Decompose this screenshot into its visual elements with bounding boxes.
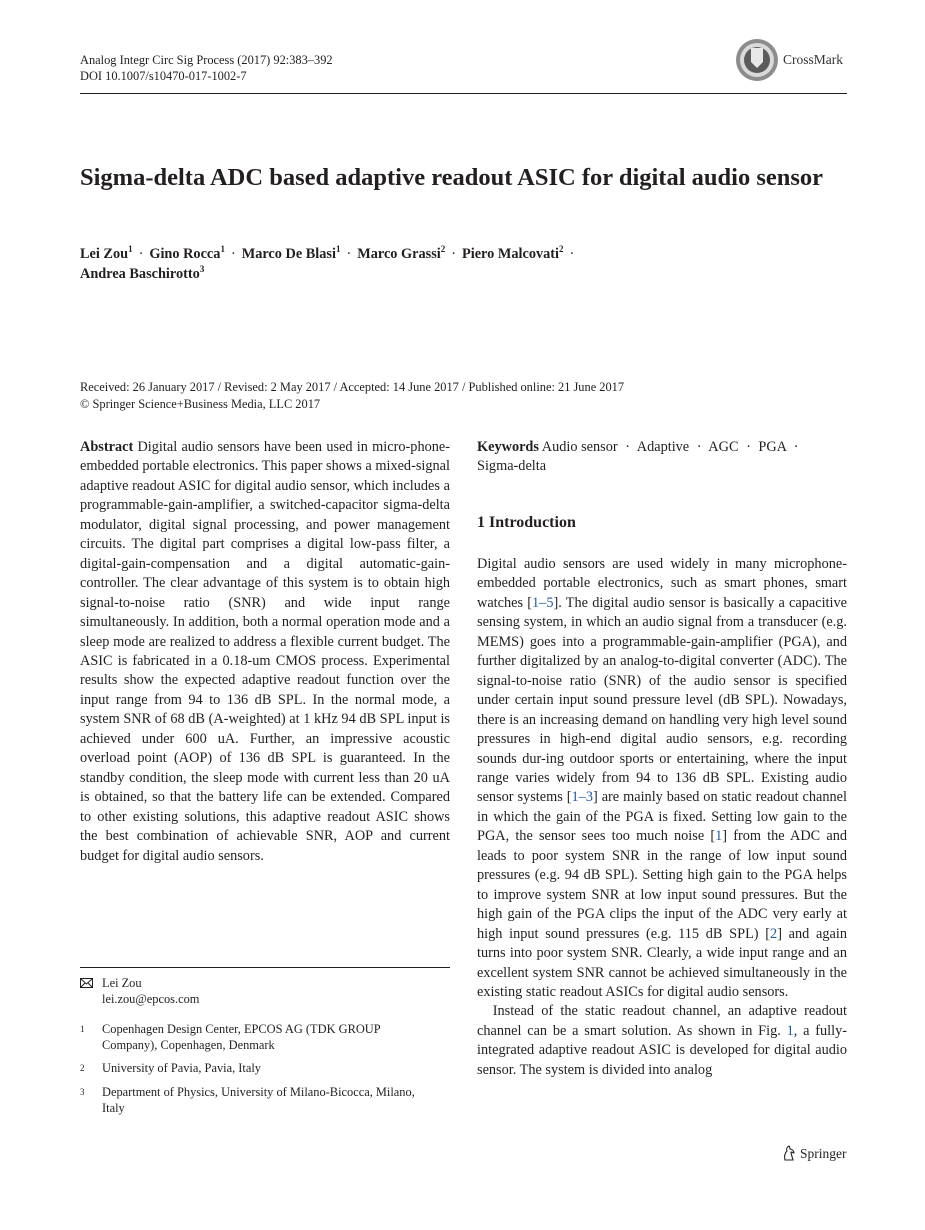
affiliation-number: 2: [80, 1063, 85, 1073]
corresponding-email[interactable]: lei.zou@epcos.com: [102, 992, 200, 1006]
affiliation-2: [80, 1060, 450, 1078]
crossmark-icon: [735, 38, 779, 82]
keyword-separator: ·: [793, 439, 799, 455]
author-affiliation-mark: 1: [220, 244, 225, 254]
paragraph: Instead of the static readout channel, an adaptive readout channel can be a smart solution. As shown in Fig. 1, a fully-integrated adaptive readout ASIC is developed for digital audio sensor. The system is divided into analog: [477, 1003, 847, 1078]
affiliation-text: Department of Physics, University of Milano-Bicocca, Milano, Italy: [102, 1085, 415, 1115]
author-affiliation-mark: 3: [199, 264, 205, 274]
citation-link[interactable]: 1–5: [532, 594, 554, 611]
section-heading: 1 Introduction: [477, 514, 576, 531]
author[interactable]: [462, 246, 564, 262]
corresponding-author: [80, 975, 450, 1009]
author[interactable]: [149, 246, 225, 262]
author[interactable]: [80, 246, 133, 262]
citation-link[interactable]: 1: [715, 828, 723, 845]
author-separator: ·: [346, 246, 352, 262]
author-separator: ·: [569, 246, 575, 262]
header-divider: [80, 93, 847, 94]
keyword: AGC: [708, 439, 739, 455]
envelope-icon: [80, 978, 93, 988]
author-affiliation-mark: 2: [440, 244, 446, 254]
citation-link[interactable]: 1–3: [571, 789, 593, 806]
author-separator: ·: [138, 246, 144, 262]
author-name: Andrea Baschirotto: [80, 266, 200, 282]
springer-horse-icon: [782, 1145, 796, 1161]
keyword-separator: ·: [696, 439, 702, 455]
author-name: Lei Zou: [80, 246, 129, 262]
keywords: [477, 438, 847, 477]
author-affiliation-mark: 1: [335, 244, 341, 254]
paper-title: Sigma-delta ADC based adaptive readout ASIC for digital audio sensor: [80, 164, 824, 191]
publisher-name: Springer: [800, 1146, 847, 1161]
author[interactable]: [357, 246, 445, 262]
author-name: Piero Malcovati: [462, 246, 559, 262]
keyword: Sigma-delta: [477, 458, 547, 475]
affiliation-number: 1: [80, 1024, 85, 1034]
publication-dates: [80, 379, 847, 412]
keyword-separator: ·: [625, 439, 630, 455]
footnote-divider: [80, 967, 450, 968]
corresponding-name: Lei Zou: [102, 976, 142, 990]
affiliation-3: [80, 1084, 450, 1118]
author-list: [80, 244, 847, 284]
author-name: Marco De Blasi: [241, 246, 336, 262]
keyword-separator: ·: [746, 439, 751, 455]
author[interactable]: [80, 266, 204, 282]
keywords-label: Keywords: [477, 439, 539, 455]
author-affiliation-mark: 1: [128, 244, 133, 254]
abstract: [80, 438, 450, 866]
author-name: Gino Rocca: [149, 246, 221, 262]
abstract-text: Digital audio sensors have been used in micro-phone-embedded portable electronics. This paper shows a mixed-signal adaptive readout ASIC for digital audio sensor, which includes a programmable-gain-amplifier, a switched-capacitor sigma-delta modulator, digital signal processing, and power management circuits. The digital part comprises a digital low-pass filter, a digital-gain-compensation and a digital automatic-gain-controller. The clear advantage of this system is to obtain high signal-to-noise ratio (SNR) and wide input range simultaneously. In addition, both a normal operation mode and a sleep mode are realized to address a flexible current budget. The ASIC is fabricated in a 0.18-um CMOS process. Experimental results show the expected adaptive readout function over the input range from 94 to 136 dB SPL. In the normal mode, a system SNR of 68 dB (A-weighted) at 1 kHz 94 dB SPL input is achieved under 600 uA. Further, an impressive acoustic overload point (AOP) of 136 dB SPL is guaranteed. In the standby condition, the sleep mode with current less than 20 uA is obtained, so that the battery life can be extended. Compared to other existing solutions, this adaptive readout ASIC shows the best combination of achievable SNR, AOP and current budget for digital audio sensors.: [80, 439, 450, 864]
keyword: PGA: [758, 439, 787, 455]
author[interactable]: [242, 246, 341, 262]
author-affiliation-mark: 2: [559, 244, 564, 254]
citation-link[interactable]: 2: [770, 925, 778, 942]
journal-header: [80, 52, 333, 84]
affiliation-1: [80, 1021, 450, 1055]
keyword: Adaptive: [636, 439, 690, 455]
publisher-logo: [782, 1145, 847, 1162]
affiliation-text: University of Pavia, Pavia, Italy: [102, 1061, 261, 1075]
crossmark-badge[interactable]: [735, 38, 847, 80]
copyright: © Springer Science+Business Media, LLC 2017: [80, 396, 321, 411]
affiliation-number: 3: [80, 1087, 85, 1097]
paragraph: Digital audio sensors are used widely in many microphone-embedded portable electronics, such as smart phones, smart watches [1–5]. The digital audio sensor is basically a capacitive sensing system, in which an audio signal from a transducer (e.g. MEMS) goes into a programmable-gain-amplifier (PGA), and further digitalized by an analog-to-digital converter (ADC). The signal-to-noise ratio (SNR) of the audio sensor is specified under certain input sound pressure level (dB SPL). Nowadays, there is an increasing demand on handling very high level sound pressures in high-end digital audio sensors, e.g. recording sounds dur-ing outdoor sports or entertaining, where the input range varies widely from 94 to 136 dB SPL. Existing audio sensor systems [1–3] are mainly based on static readout channel in which the gain of the PGA is fixed. Setting low gain to the PGA, the sensor sees too much noise [1] from the ADC and leads to poor system SNR in the range of low input sound pressures (e.g. 94 dB SPL). Setting high gain to the PGA helps to improve system SNR at low input sound pressures. But the high gain of the PGA clips the input of the ADC very early at high input sound pressures (e.g. 115 dB SPL) [2] and again turns into poor system SNR. Clearly, a wide input range and an excellent system SNR cannot be achieved simultaneously in the existing static readout ASICs for digital audio sensors.: [477, 556, 847, 1000]
author-separator: ·: [230, 246, 236, 262]
citation-link[interactable]: 1: [786, 1022, 794, 1039]
abstract-label: Abstract: [80, 439, 134, 455]
author-separator: ·: [451, 246, 456, 262]
keyword: Audio sensor: [541, 439, 618, 455]
introduction-body: [477, 555, 847, 1080]
history-dates: Received: 26 January 2017 / Revised: 2 May 2017 / Accepted: 14 June 2017 / Published online: 21 June 2017: [80, 380, 625, 394]
crossmark-label: CrossMark: [783, 52, 843, 67]
journal-citation: Analog Integr Circ Sig Process (2017) 92:383–392: [80, 53, 333, 67]
author-name: Marco Grassi: [357, 246, 441, 262]
affiliation-text: Copenhagen Design Center, EPCOS AG (TDK GROUP Company), Copenhagen, Denmark: [102, 1022, 381, 1052]
doi[interactable]: DOI 10.1007/s10470-017-1002-7: [80, 69, 247, 83]
